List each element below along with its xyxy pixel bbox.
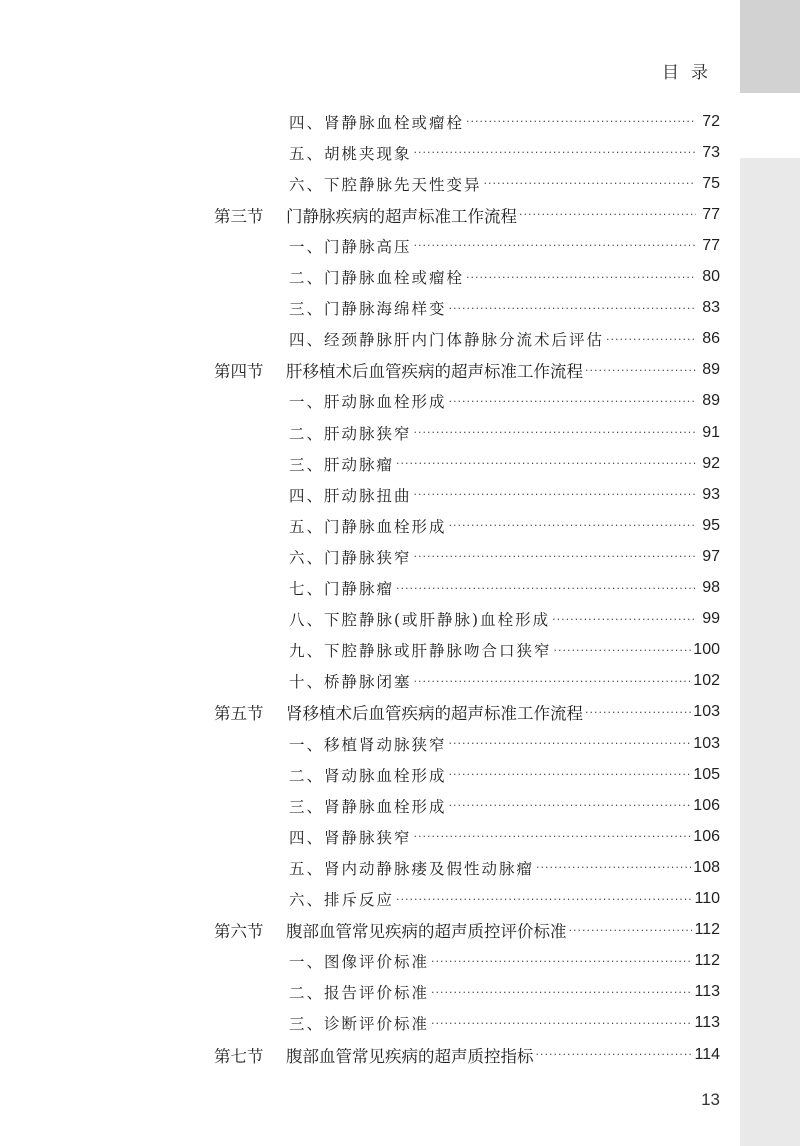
toc-section-entry[interactable] (214, 697, 720, 728)
section-number: 第七节 (214, 1046, 264, 1066)
chapter-tab-light (740, 158, 800, 1146)
entry-page-number: 95 (702, 516, 720, 534)
dot-leader (414, 821, 692, 852)
entry-title: 三、门静脉海绵样变 (289, 300, 447, 319)
toc-item-entry[interactable] (289, 790, 720, 821)
toc-item-entry[interactable] (289, 1008, 720, 1039)
entry-title: 二、报告评价标准 (289, 984, 430, 1003)
chapter-tab-dark (740, 0, 800, 93)
dot-leader (466, 106, 696, 137)
entry-title: 肾移植术后血管疾病的超声标准工作流程 (286, 704, 583, 724)
section-number: 第六节 (214, 922, 264, 942)
toc-section-entry[interactable] (214, 915, 720, 946)
entry-page-number: 106 (693, 827, 720, 845)
page-number: 13 (701, 1090, 720, 1109)
entry-title: 七、门静脉瘤 (289, 580, 395, 598)
dot-leader (585, 697, 691, 728)
toc-item-entry[interactable] (289, 821, 720, 852)
toc-item-entry[interactable] (289, 137, 720, 168)
toc-item-entry[interactable] (289, 852, 720, 883)
toc-item-entry[interactable] (289, 479, 720, 510)
entry-title: 二、门静脉血栓或瘤栓 (289, 269, 465, 287)
entry-title: 六、下腔静脉先天性变异 (289, 175, 482, 194)
toc-item-entry[interactable] (289, 168, 720, 199)
toc-item-entry[interactable] (289, 728, 720, 759)
entry-title: 四、肾静脉狭窄 (289, 828, 412, 847)
toc-section-entry[interactable] (214, 1039, 720, 1070)
dot-leader (449, 386, 696, 417)
entry-title: 一、移植肾动脉狭窄 (289, 735, 447, 754)
toc-item-entry[interactable] (289, 666, 720, 697)
toc-item-entry[interactable] (289, 230, 720, 261)
entry-page-number: 113 (694, 983, 720, 1001)
entry-page-number: 89 (702, 392, 720, 410)
toc-item-entry[interactable] (289, 604, 720, 635)
entry-title: 门静脉疾病的超声标准工作流程 (286, 206, 517, 226)
entry-page-number: 80 (702, 268, 720, 285)
dot-leader (554, 635, 692, 666)
section-number: 第五节 (214, 704, 264, 724)
dot-leader (414, 479, 696, 510)
dot-leader (431, 977, 692, 1008)
dot-leader (449, 728, 692, 759)
entry-page-number: 91 (702, 423, 720, 441)
entry-page-number: 86 (702, 330, 720, 348)
entry-title: 一、肝动脉血栓形成 (289, 393, 447, 412)
entry-title: 五、门静脉血栓形成 (289, 517, 447, 536)
toc-item-entry[interactable] (289, 262, 720, 293)
toc-item-entry[interactable] (289, 106, 720, 137)
entry-title: 二、肾动脉血栓形成 (289, 766, 447, 785)
toc-item-entry[interactable] (289, 386, 720, 417)
toc-item-entry[interactable] (289, 293, 720, 324)
entry-page-number: 92 (702, 454, 720, 472)
dot-leader (449, 759, 692, 790)
entry-page-number: 110 (694, 890, 720, 907)
entry-page-number: 114 (694, 1045, 720, 1063)
entry-title: 三、诊断评价标准 (289, 1015, 430, 1034)
entry-page-number: 112 (694, 952, 720, 970)
entry-page-number: 73 (702, 143, 720, 161)
dot-leader (536, 852, 691, 883)
dot-leader (449, 790, 692, 821)
entry-title: 四、肾静脉血栓或瘤栓 (289, 113, 465, 132)
entry-page-number: 77 (702, 236, 720, 254)
toc-item-entry[interactable] (289, 448, 720, 479)
dot-leader (414, 666, 692, 697)
entry-title: 肝移植术后血管疾病的超声标准工作流程 (286, 362, 583, 382)
entry-title: 腹部血管常见疾病的超声质控指标 (286, 1046, 534, 1066)
entry-page-number: 102 (693, 672, 720, 690)
dot-leader (396, 448, 696, 479)
dot-leader (414, 417, 696, 448)
entry-title: 三、肝动脉瘤 (289, 455, 395, 474)
entry-page-number: 103 (693, 734, 720, 752)
entry-page-number: 112 (694, 921, 720, 939)
entry-page-number: 97 (702, 547, 720, 565)
toc-item-entry[interactable] (289, 573, 720, 604)
entry-title: 四、经颈静脉肝内门体静脉分流术后评估 (289, 331, 605, 350)
dot-leader (606, 324, 696, 355)
dot-leader (449, 293, 696, 324)
entry-page-number: 98 (702, 579, 720, 596)
dot-leader (585, 355, 696, 386)
running-head: 目录 (662, 63, 720, 83)
toc-item-entry[interactable] (289, 946, 720, 977)
toc-item-entry[interactable] (289, 417, 720, 448)
dot-leader (431, 1008, 692, 1039)
toc-item-entry[interactable] (289, 541, 720, 572)
dot-leader (414, 137, 696, 168)
dot-leader (396, 573, 696, 604)
entry-title: 六、门静脉狭窄 (289, 548, 412, 567)
entry-page-number: 108 (693, 858, 720, 876)
dot-leader (536, 1039, 693, 1070)
entry-page-number: 105 (693, 765, 720, 783)
entry-title: 腹部血管常见疾病的超声质控评价标准 (286, 922, 567, 942)
dot-leader (431, 946, 692, 977)
entry-page-number: 93 (702, 485, 720, 503)
toc-item-entry[interactable] (289, 884, 720, 915)
entry-title: 一、图像评价标准 (289, 953, 430, 972)
section-number: 第四节 (214, 362, 264, 382)
entry-page-number: 72 (702, 112, 720, 130)
dot-leader (466, 262, 696, 293)
dot-leader (396, 884, 692, 915)
toc-section-entry[interactable] (214, 199, 720, 230)
dot-leader (449, 510, 696, 541)
dot-leader (552, 604, 696, 635)
toc-item-entry[interactable] (289, 510, 720, 541)
dot-leader (414, 541, 696, 572)
dot-leader (414, 230, 696, 261)
entry-page-number: 99 (702, 610, 720, 628)
entry-page-number: 77 (702, 205, 720, 223)
entry-title: 六、排斥反应 (289, 891, 395, 909)
section-number: 第三节 (214, 206, 264, 226)
toc-item-entry[interactable] (289, 759, 720, 790)
entry-page-number: 103 (693, 703, 720, 721)
dot-leader (569, 915, 693, 946)
entry-page-number: 100 (693, 641, 720, 659)
toc-section-entry[interactable] (214, 355, 720, 386)
dot-leader (484, 168, 696, 199)
toc-item-entry[interactable] (289, 324, 720, 355)
entry-page-number: 106 (693, 796, 720, 814)
toc-item-entry[interactable] (289, 635, 720, 666)
entry-title: 十、桥静脉闭塞 (289, 673, 412, 692)
dot-leader (519, 199, 696, 230)
entry-title: 一、门静脉高压 (289, 237, 412, 256)
entry-title: 五、胡桃夹现象 (289, 144, 412, 163)
entry-title: 二、肝动脉狭窄 (289, 424, 412, 443)
entry-page-number: 113 (694, 1014, 720, 1032)
entry-page-number: 75 (702, 174, 720, 192)
entry-title: 八、下腔静脉(或肝静脉)血栓形成 (289, 611, 551, 630)
entry-title: 九、下腔静脉或肝静脉吻合口狭窄 (289, 642, 552, 661)
entry-title: 四、肝动脉扭曲 (289, 486, 412, 505)
entry-page-number: 89 (702, 361, 720, 379)
entry-page-number: 83 (702, 299, 720, 317)
toc-item-entry[interactable] (289, 977, 720, 1008)
entry-title: 三、肾静脉血栓形成 (289, 797, 447, 816)
entry-title: 五、肾内动静脉瘘及假性动脉瘤 (289, 859, 535, 878)
